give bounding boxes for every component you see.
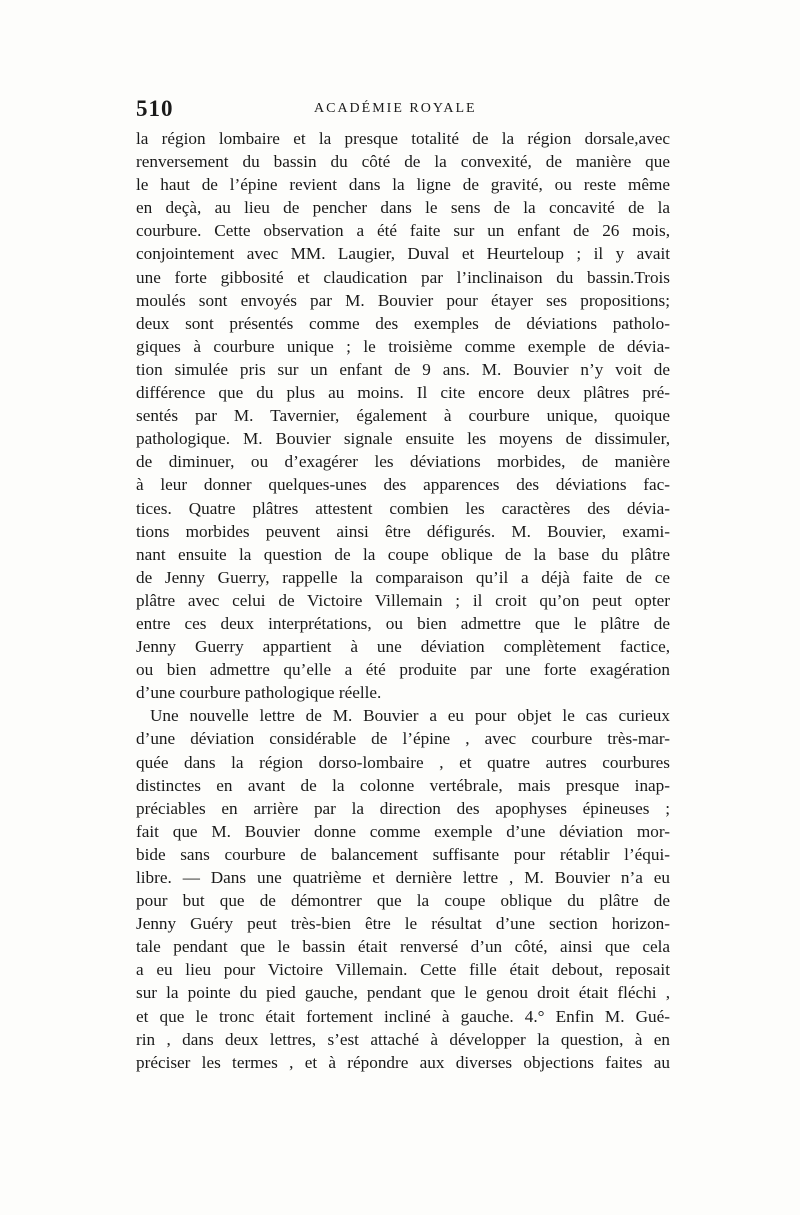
text-line: sentés par M. Tavernier, également à courbure unique, quoique xyxy=(136,406,670,426)
text-line: entre ces deux interprétations, ou bien admettre que le plâtre de xyxy=(136,613,670,633)
text-line: de diminuer, ou d’exagérer les déviations morbides, de manière xyxy=(136,452,670,472)
text-line: rin , dans deux lettres, s’est attaché à développer la question, à en xyxy=(136,1029,670,1049)
text-line: en deçà, au lieu de pencher dans le sens de la concavité de la xyxy=(136,198,670,218)
text-line: d’une déviation considérable de l’épine , avec courbure très-mar- xyxy=(136,729,670,749)
text-line: à leur donner quelques-unes des apparences des déviations fac- xyxy=(136,475,670,495)
text-line: fait que M. Bouvier donne comme exemple d’une déviation mor- xyxy=(136,821,670,841)
text-line: et que le tronc était fortement incliné à gauche. 4.° Enfin M. Gué- xyxy=(136,1006,670,1026)
text-line: sur la pointe du pied gauche, pendant que le genou droit était fléchi , xyxy=(136,983,670,1003)
text-line: ou bien admettre qu’elle a été produite par une forte exagération xyxy=(136,660,670,680)
text-line: Jenny Guéry peut très-bien être le résultat d’une section horizon- xyxy=(136,914,670,934)
text-line: quée dans la région dorso-lombaire , et quatre autres courbures xyxy=(136,752,670,772)
text-line: conjointement avec MM. Laugier, Duval et Heurteloup ; il y avait xyxy=(136,244,670,264)
paragraph-end-line: d’une courbure pathologique réelle. xyxy=(136,683,382,703)
text-line: a eu lieu pour Victoire Villemain. Cette fille était debout, reposait xyxy=(136,960,670,980)
running-title: ACADÉMIE ROYALE xyxy=(314,101,477,116)
text-line: tale pendant que le bassin était renversé d’un côté, ainsi que cela xyxy=(136,937,670,957)
text-line: deux sont présentés comme des exemples de déviations patholo- xyxy=(136,313,670,333)
text-line: courbure. Cette observation a été faite sur un enfant de 26 mois, xyxy=(136,221,670,241)
running-head xyxy=(136,96,670,126)
text-line: plâtre avec celui de Victoire Villemain ; il croit qu’on peut opter xyxy=(136,590,670,610)
text-line: de Jenny Guerry, rappelle la comparaison qu’il a déjà faite de ce xyxy=(136,567,670,587)
text-line: libre. — Dans une quatrième et dernière lettre , M. Bouvier n’a eu xyxy=(136,868,670,887)
text-line: renversement du bassin du côté de la convexité, de manière que xyxy=(136,152,670,172)
text-line: tions morbides peuvent ainsi être défigurés. M. Bouvier, exami- xyxy=(136,521,670,541)
text-line: nant ensuite la question de la coupe oblique de la base du plâtre xyxy=(136,544,670,564)
text-line: Jenny Guerry appartient à une déviation complètement factice, xyxy=(136,637,670,657)
text-line: tices. Quatre plâtres attestent combien les caractères des dévia- xyxy=(136,498,670,518)
text-line: préciables en arrière par la direction des apophyses épineuses ; xyxy=(136,798,670,818)
body-text xyxy=(136,127,670,1074)
text-line: giques à courbure unique ; le troisième comme exemple de dévia- xyxy=(136,336,670,356)
text-line: moulés sont envoyés par M. Bouvier pour étayer ses propositions; xyxy=(136,290,670,310)
text-line: bide sans courbure de balancement suffisante pour rétablir l’équi- xyxy=(136,844,670,864)
text-line: tion simulée pris sur un enfant de 9 ans. M. Bouvier n’y voit de xyxy=(136,359,670,379)
text-line: la région lombaire et la presque totalité de la région dorsale,avec xyxy=(136,129,670,148)
text-line: préciser les termes , et à répondre aux diverses objections faites au xyxy=(136,1052,670,1072)
text-line: distinctes en avant de la colonne vertébrale, mais presque inap- xyxy=(136,775,670,795)
page-number: 510 xyxy=(136,96,174,121)
text-line: différence que du plus au moins. Il cite encore deux plâtres pré- xyxy=(136,383,670,403)
text-line: une forte gibbosité et claudication par l’inclinaison du bassin.Trois xyxy=(136,267,670,287)
paragraph-start-line: Une nouvelle lettre de M. Bouvier a eu pour objet le cas curieux xyxy=(150,706,670,726)
text-line: le haut de l’épine revient dans la ligne de gravité, ou reste même xyxy=(136,175,670,195)
text-line: pathologique. M. Bouvier signale ensuite les moyens de dissimuler, xyxy=(136,429,670,449)
text-line: pour but que de démontrer que la coupe oblique du plâtre de xyxy=(136,891,670,911)
